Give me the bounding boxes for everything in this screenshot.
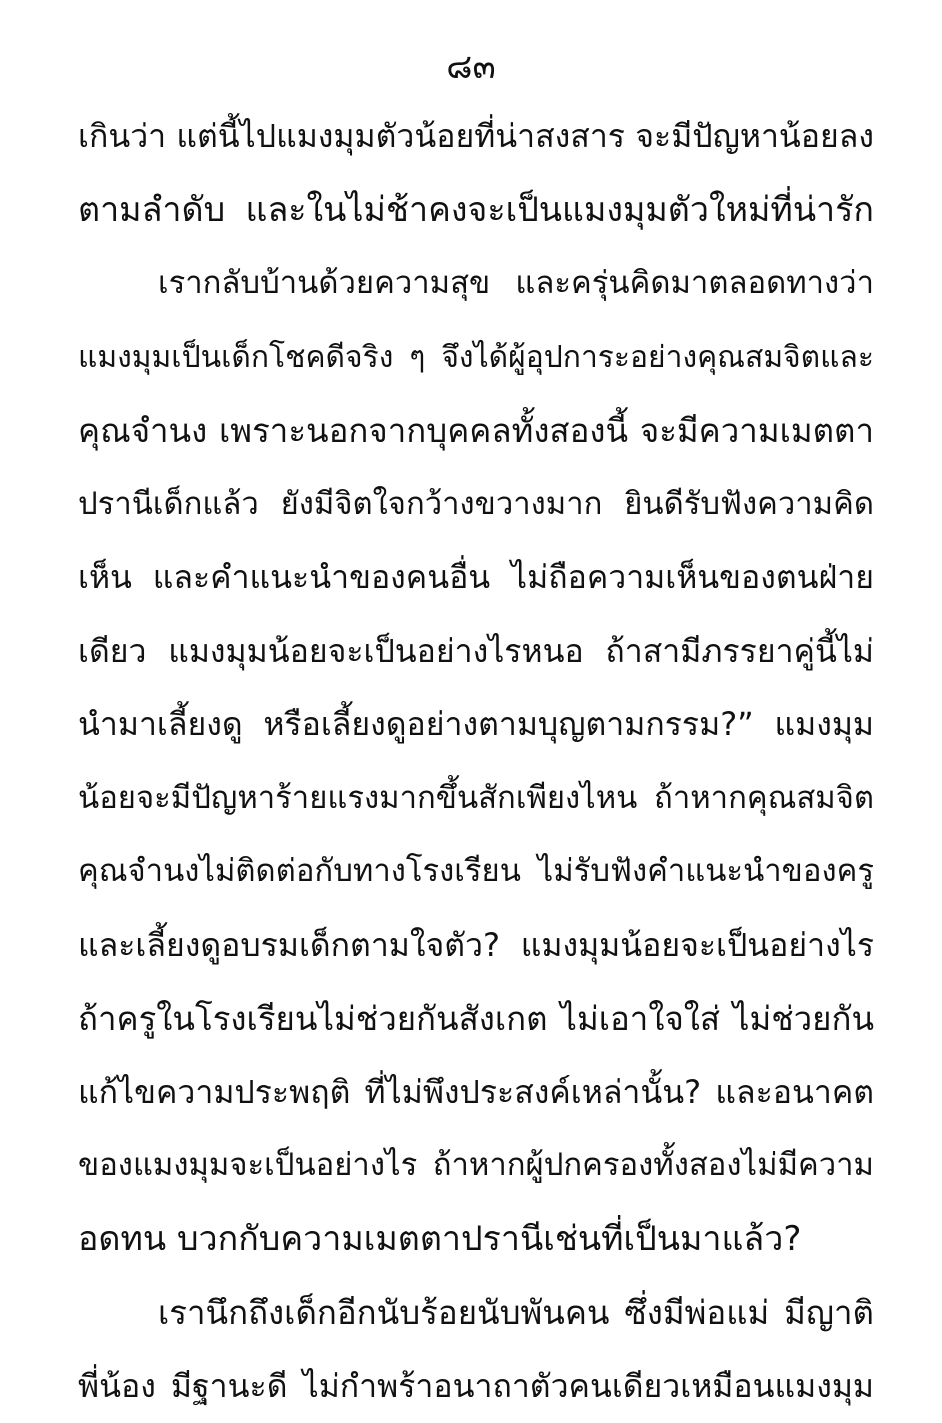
body-text [78,100,874,1423]
text-line: พี่น้อง มีฐานะดี ไม่กำพร้าอนาถาตัวคนเดียวเหมือนแมงมุม [78,1350,874,1423]
text-line: เห็น และคำแนะนำของคนอื่น ไม่ถือความเห็นของตนฝ่าย [78,541,874,615]
text-line: ถ้าครูในโรงเรียนไม่ช่วยกันสังเกต ไม่เอาใจใส่ ไม่ช่วยกัน [78,982,874,1056]
paragraph-end-line: อดทน บวกกับความเมตตาปรานีเช่นที่เป็นมาแล้ว? [78,1203,874,1277]
text-line: เดียว แมงมุมน้อยจะเป็นอย่างไรหนอ ถ้าสามีภรรยาคู่นี้ไม่ [78,615,874,689]
text-line: คุณจำนง เพราะนอกจากบุคคลทั้งสองนี้ จะมีความเมตตา [78,394,874,468]
paragraph-start-line: เรากลับบ้านด้วยความสุข และครุ่นคิดมาตลอดทางว่า [78,247,874,321]
text-line: คุณจำนงไม่ติดต่อกับทางโรงเรียน ไม่รับฟังคำแนะนำของครู [78,835,874,909]
text-line: น้อยจะมีปัญหาร้ายแรงมากขึ้นสักเพียงไหน ถ้าหากคุณสมจิต [78,762,874,836]
text-line: ของแมงมุมจะเป็นอย่างไร ถ้าหากผู้ปกครองทั้งสองไม่มีความ [78,1129,874,1203]
text-line: เกินว่า แต่นี้ไปแมงมุมตัวน้อยที่น่าสงสาร จะมีปัญหาน้อยลง [78,100,874,174]
text-line: ตามลำดับ และในไม่ช้าคงจะเป็นแมงมุมตัวใหม่ที่น่ารัก [78,174,874,248]
text-line: นำมาเลี้ยงดู หรือเลี้ยงดูอย่างตามบุญตามกรรม?” แมงมุม [78,688,874,762]
page-number: ๘๓ [0,42,942,92]
paragraph-start-line: เรานึกถึงเด็กอีกนับร้อยนับพันคน ซึ่งมีพ่อแม่ มีญาติ [78,1276,874,1350]
text-line: แมงมุมเป็นเด็กโชคดีจริง ๆ จึงได้ผู้อุปการะอย่างคุณสมจิตและ [78,321,874,395]
text-line: ปรานีเด็กแล้ว ยังมีจิตใจกว้างขวางมาก ยินดีรับฟังความคิด [78,468,874,542]
text-line: แก้ไขความประพฤติ ที่ไม่พึงประสงค์เหล่านั้น? และอนาคต [78,1056,874,1130]
text-line: และเลี้ยงดูอบรมเด็กตามใจตัว? แมงมุมน้อยจะเป็นอย่างไร [78,909,874,983]
